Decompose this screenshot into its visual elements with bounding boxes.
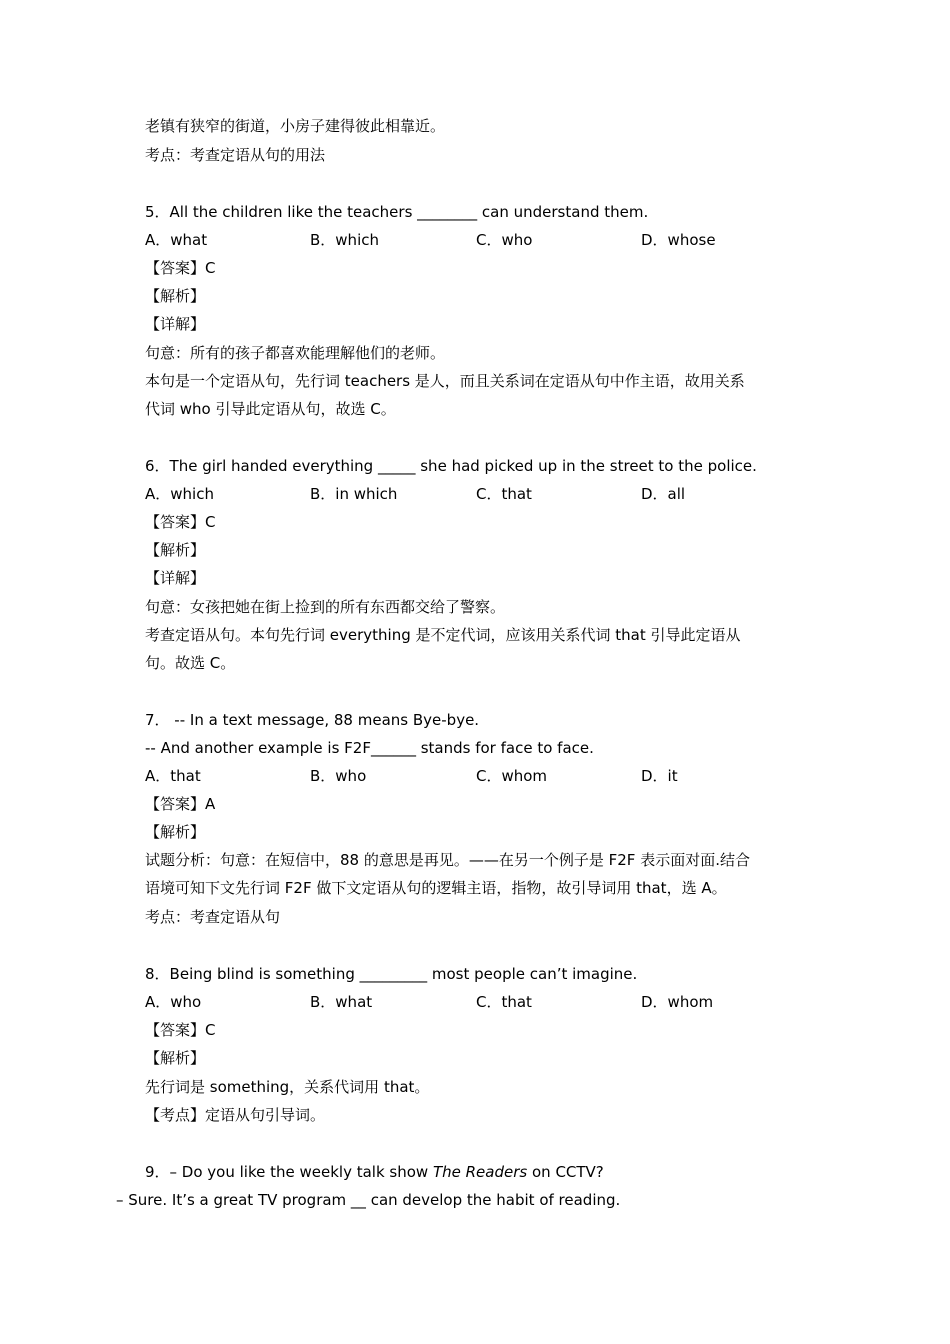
q7-test-point: 考点：考查定语从句 — [145, 908, 281, 926]
q5-option-c: C．who — [476, 231, 533, 249]
q7-explanation-line: 试题分析：句意：在短信中，88 的意思是再见。——在另一个例子是 F2F 表示面对面.结合 — [145, 851, 750, 869]
q8-test-point: 【考点】定语从句引导词。 — [145, 1106, 326, 1124]
q5-option-d: D．whose — [641, 231, 716, 249]
q9-question-line1 — [145, 1162, 604, 1182]
q5-explanation-line: 代词 who 引导此定语从句，故选 C。 — [145, 400, 396, 418]
q5-option-b: B．which — [310, 231, 379, 249]
q6-option-d: D．all — [641, 485, 686, 503]
q6-analysis-label: 【解析】 — [145, 541, 206, 559]
q5-answer: 【答案】C — [145, 259, 216, 277]
q9-question-text-end: on CCTV? — [527, 1163, 604, 1181]
prev-test-point: 考点：考查定语从句的用法 — [145, 146, 326, 164]
q6-option-b: B．in which — [310, 485, 398, 503]
q6-question: 6．The girl handed everything _____ she had picked up in the street to the police. — [145, 457, 757, 475]
q5-question: 5．All the children like the teachers ________ can understand them. — [145, 203, 649, 221]
q5-detail-label: 【详解】 — [145, 315, 206, 333]
q9-question-line2: – Sure. It’s a great TV program __ can develop the habit of reading. — [116, 1191, 621, 1209]
q7-answer: 【答案】A — [145, 795, 216, 813]
q8-analysis-label: 【解析】 — [145, 1049, 206, 1067]
q7-question-line1: 7． -- In a text message, 88 means Bye-bye. — [145, 711, 480, 729]
q7-option-a: A．that — [145, 767, 201, 785]
q6-detail-label: 【详解】 — [145, 569, 206, 587]
q5-option-a: A．what — [145, 231, 208, 249]
q6-option-c: C．that — [476, 485, 532, 503]
q8-options — [145, 992, 845, 1012]
q8-option-a: A．who — [145, 993, 202, 1011]
q8-option-b: B．what — [310, 993, 373, 1011]
q7-explanation-line: 语境可知下文先行词 F2F 做下文定语从句的逻辑主语，指物，故引导词用 that，选 A。 — [145, 879, 727, 897]
q6-explanation-line: 句。故选 C。 — [145, 654, 236, 672]
q6-option-a: A．which — [145, 485, 214, 503]
q9-question-text: 9．– Do you like the weekly talk show — [145, 1163, 433, 1181]
q7-option-d: D．it — [641, 767, 678, 785]
q5-options — [145, 230, 845, 250]
q7-question-line2: -- And another example is F2F______ stands for face to face. — [145, 739, 594, 757]
prev-translation: 老镇有狭窄的街道，小房子建得彼此相靠近。 — [145, 117, 446, 135]
q7-option-c: C．whom — [476, 767, 548, 785]
q7-analysis-label: 【解析】 — [145, 823, 206, 841]
q8-option-d: D．whom — [641, 993, 714, 1011]
q6-explanation-line: 考查定语从句。本句先行词 everything 是不定代词，应该用关系代词 that 引导此定语从 — [145, 626, 741, 644]
q8-answer: 【答案】C — [145, 1021, 216, 1039]
q5-analysis-label: 【解析】 — [145, 287, 206, 305]
q8-explanation-line: 先行词是 something，关系代词用 that。 — [145, 1078, 430, 1096]
q8-question: 8．Being blind is something _________ most people can’t imagine. — [145, 965, 638, 983]
q8-option-c: C．that — [476, 993, 532, 1011]
q9-show-title: The Readers — [432, 1163, 528, 1181]
q5-explanation-line: 本句是一个定语从句，先行词 teachers 是人，而且关系词在定语从句中作主语，故用关系 — [145, 372, 745, 390]
q6-explanation-line: 句意：女孩把她在街上捡到的所有东西都交给了警察。 — [145, 598, 506, 616]
q5-explanation-line: 句意：所有的孩子都喜欢能理解他们的老师。 — [145, 344, 446, 362]
q7-options — [145, 766, 845, 786]
q6-answer: 【答案】C — [145, 513, 216, 531]
q7-option-b: B．who — [310, 767, 367, 785]
q6-options — [145, 484, 845, 504]
